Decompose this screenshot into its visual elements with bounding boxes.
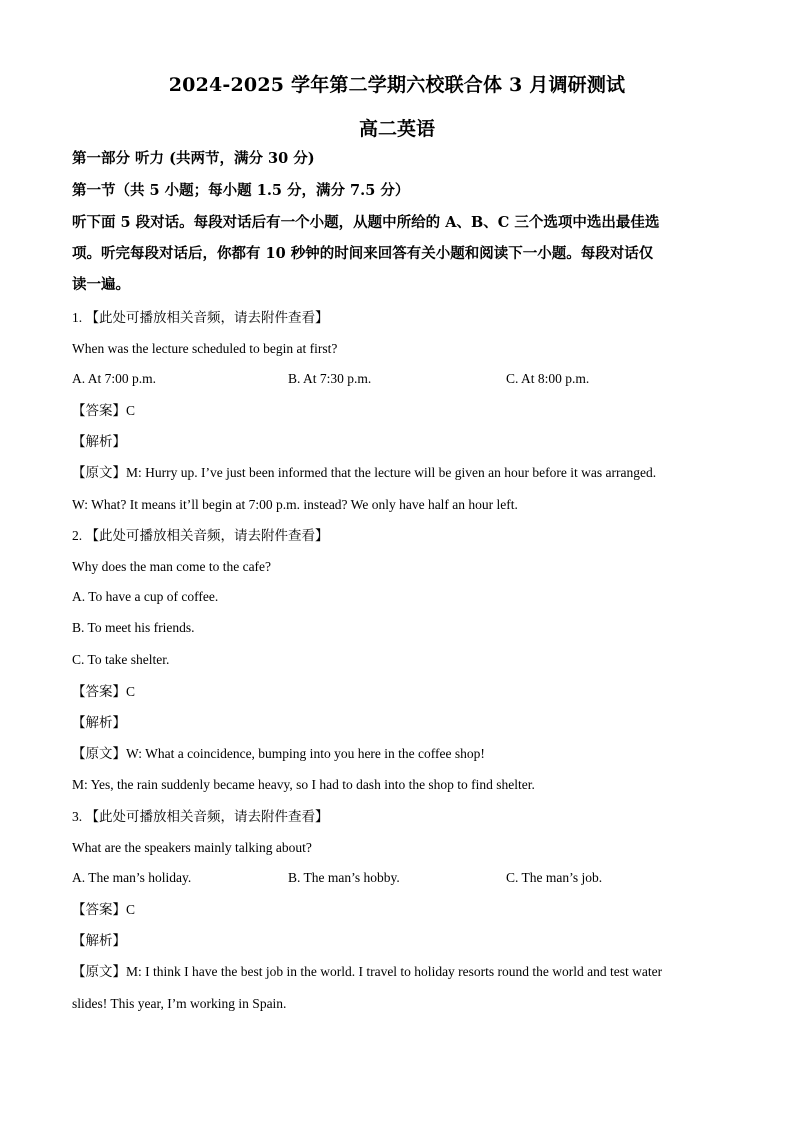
q1-option-a: A. At 7:00 p.m. <box>72 371 157 386</box>
q3-analysis-label: 【解析】 <box>72 933 126 948</box>
page-subtitle: 高二英语 <box>358 118 435 140</box>
q1-option-b: B. At 7:30 p.m. <box>288 371 372 386</box>
instructions-line-3: 读一遍。 <box>72 276 130 293</box>
q3-answer: 【答案】C <box>72 902 136 917</box>
part-heading: 第一部分 听力 (共两节，满分 30 分) <box>72 150 315 167</box>
question-2-text: Why does the man come to the cafe? <box>72 559 272 574</box>
q3-option-c: C. The man’s job. <box>506 870 603 885</box>
q1-analysis-label: 【解析】 <box>72 434 126 449</box>
audio-prompt-3[interactable]: 3. 【此处可播放相关音频，请去附件查看】 <box>72 809 329 824</box>
q3-transcript-line-2: slides! This year, I’m working in Spain. <box>72 996 287 1011</box>
subsection-heading: 第一节（共 5 小题；每小题 1.5 分，满分 7.5 分） <box>72 182 410 199</box>
q3-transcript-line-1: 【原文】M: I think I have the best job in the world. I travel to holiday resorts round the world and test water <box>72 964 663 979</box>
page-title: 2024-2025 学年第二学期六校联合体 3 月调研测试 <box>168 74 626 96</box>
q3-option-b: B. The man’s hobby. <box>288 870 400 885</box>
question-1-text: When was the lecture scheduled to begin at first? <box>72 341 338 356</box>
instructions-line-1: 听下面 5 段对话。每段对话后有一个小题，从题中所给的 A、B、C 三个选项中选出最佳选 <box>72 214 660 231</box>
q1-option-c: C. At 8:00 p.m. <box>506 371 590 386</box>
q2-transcript-line-2: M: Yes, the rain suddenly became heavy, so I had to dash into the shop to find shelter. <box>72 777 535 792</box>
q2-analysis-label: 【解析】 <box>72 715 126 730</box>
audio-prompt-1[interactable]: 1. 【此处可播放相关音频，请去附件查看】 <box>72 310 329 325</box>
q1-transcript-line-2: W: What? It means it’ll begin at 7:00 p.m. instead? We only have half an hour left. <box>72 497 518 512</box>
q2-option-b: B. To meet his friends. <box>72 620 195 635</box>
q1-transcript-line-1: 【原文】M: Hurry up. I’ve just been informed that the lecture will be given an hour before it was arranged. <box>72 465 657 480</box>
q2-option-a: A. To have a cup of coffee. <box>72 589 219 604</box>
q2-answer: 【答案】C <box>72 684 136 699</box>
q2-option-c: C. To take shelter. <box>72 652 170 667</box>
q2-transcript-line-1: 【原文】W: What a coincidence, bumping into you here in the coffee shop! <box>72 746 485 761</box>
audio-prompt-2[interactable]: 2. 【此处可播放相关音频，请去附件查看】 <box>72 528 329 543</box>
q3-option-a: A. The man’s holiday. <box>72 870 192 885</box>
question-3-text: What are the speakers mainly talking about? <box>72 840 312 855</box>
instructions-line-2: 项。听完每段对话后，你都有 10 秒钟的时间来回答有关小题和阅读下一小题。每段对话仅 <box>72 245 654 262</box>
q1-answer: 【答案】C <box>72 403 136 418</box>
